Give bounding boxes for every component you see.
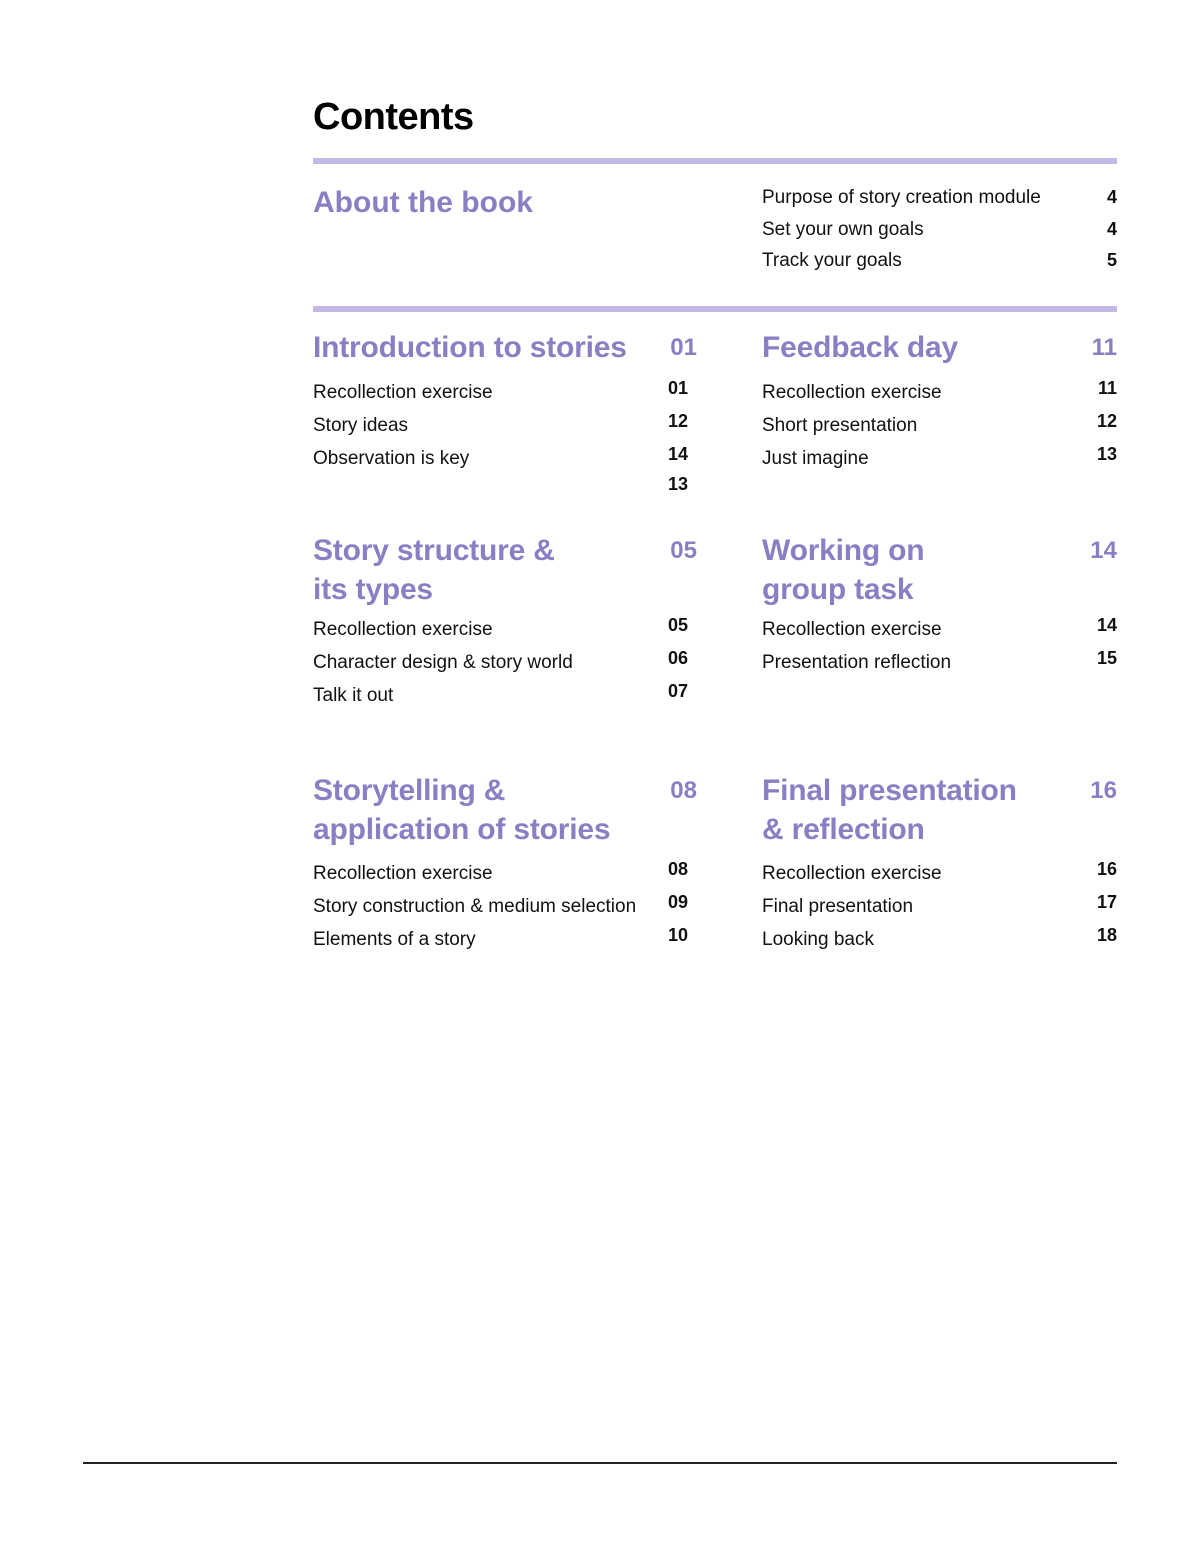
toc-section-storytelling [313,771,697,956]
toc-section-final-presentation [762,771,1117,956]
entry-page: 5 [1106,250,1117,270]
entry-page: 18 [1096,925,1117,945]
entry-label: Recollection exercise [313,619,493,640]
entry-page: 14 [1096,615,1117,635]
entry-label: Observation is key [313,448,470,469]
entry-page: 4 [1106,187,1117,207]
entry-page: 17 [1096,892,1117,912]
entry-page: 12 [1096,411,1117,431]
toc-section-introduction [313,328,697,475]
toc-entry[interactable] [313,442,697,475]
toc-entry[interactable] [762,442,1117,475]
entry-page: 11 [1097,378,1117,398]
entry-label: Story construction & medium selection [313,896,637,917]
section-title-line: Working on [762,534,925,567]
toc-entry[interactable] [313,409,697,442]
toc-entry[interactable] [313,613,697,646]
entry-label: Recollection exercise [313,863,493,884]
entry-page: 14 [668,444,689,464]
entry-page: 13 [668,474,689,494]
entry-label: Presentation reflection [762,652,952,673]
section-title[interactable] [313,531,643,609]
entry-page: 01 [668,378,689,398]
section-title[interactable] [762,531,1092,609]
section-title[interactable]: Feedback day [762,331,959,364]
section-title-line: Story structure & [313,534,555,567]
entry-page: 09 [668,892,689,912]
entry-label: Elements of a story [313,929,476,950]
about-heading: About the book [313,186,533,219]
section-title-line: group task [762,573,914,606]
toc-section-feedback [762,328,1117,475]
entry-label: Recollection exercise [762,863,942,884]
entry-page: 4 [1106,218,1117,239]
entry-label: Recollection exercise [313,382,493,403]
entry-page: 06 [668,648,689,668]
toc-entry[interactable] [762,376,1117,409]
toc-entry[interactable] [762,857,1117,890]
entry-label: Set your own goals [762,218,924,240]
section-number: 08 [670,777,697,804]
entry-label: Recollection exercise [762,619,942,640]
toc-entry[interactable] [762,613,1117,646]
section-number: 14 [1090,537,1117,564]
section-title[interactable] [762,771,1062,849]
section-title-line: & reflection [762,813,925,846]
section-number: 16 [1090,777,1117,804]
toc-entry[interactable] [762,923,1117,956]
entry-label: Purpose of story creation module [762,187,1041,208]
entry-label: Just imagine [762,448,869,469]
entry-label: Story ideas [313,415,409,436]
entry-label: Recollection exercise [762,382,942,403]
section-number: 01 [670,334,697,361]
entry-page: 12 [668,411,689,431]
toc-entry[interactable] [313,857,697,890]
toc-entry[interactable] [762,409,1117,442]
entry-page: 05 [668,615,689,635]
section-title-line: Final presentation [762,774,1017,807]
toc-section-group-task [762,531,1117,679]
entry-label: Final presentation [762,896,914,917]
entry-page: 10 [668,925,689,945]
toc-entry[interactable] [313,890,697,923]
toc-entry[interactable] [313,679,697,712]
entry-page: 15 [1096,648,1117,668]
section-title-line: Storytelling & [313,774,506,807]
section-title[interactable] [313,771,658,849]
section-title[interactable]: Introduction to stories [313,331,627,364]
toc-entry[interactable] [762,890,1117,923]
section-number: 05 [670,537,697,564]
section-number: 11 [1091,334,1117,361]
entry-label: Track your goals [762,250,902,271]
page-title: Contents [313,96,474,138]
entry-label: Short presentation [762,415,918,436]
entry-label: Looking back [762,929,874,950]
entry-page: 08 [668,859,689,879]
entry-label: Character design & story world [313,652,573,673]
toc-entry[interactable] [762,182,1117,214]
toc-entry[interactable] [762,245,1117,277]
footer-rule [83,1462,1117,1464]
toc-entry[interactable] [313,376,697,409]
toc-entry[interactable] [762,646,1117,679]
toc-entry[interactable] [313,646,697,679]
section-divider [313,306,1117,312]
section-title-line: its types [313,573,433,606]
about-list [762,182,1117,277]
toc-entry[interactable] [762,214,1117,246]
toc-section-story-structure [313,531,697,712]
section-title-line: application of stories [313,813,611,846]
section-divider [313,158,1117,164]
entry-label: Talk it out [313,685,394,706]
toc-entry[interactable] [313,923,697,956]
entry-page: 16 [1096,859,1117,879]
entry-page: 13 [1096,444,1117,464]
entry-page: 07 [668,681,689,701]
